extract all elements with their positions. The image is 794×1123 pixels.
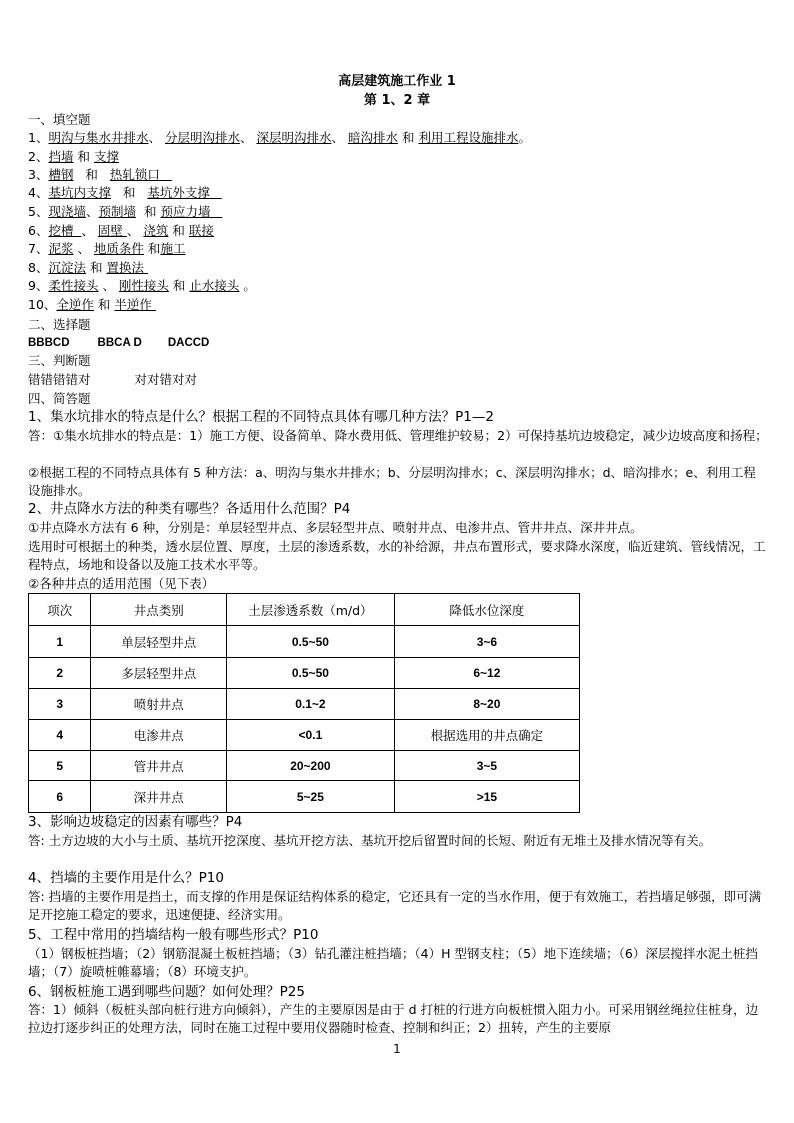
table-cell: 5~25	[227, 781, 395, 813]
answer-2b: 选用时可根据土的种类，透水层位置、厚度，土层的渗透系数，水的补给源，井点布置形式，要求降水深度，临近建筑、管线情况，工程特点，场地和设备以及施工技术水平等。	[28, 539, 766, 572]
table-row	[29, 626, 580, 658]
section-choice-heading: 二、选择题	[28, 317, 91, 332]
table-cell: 电渗井点	[91, 720, 227, 751]
item-number: 2、	[28, 149, 49, 164]
question-5: 5、工程中常用的挡墙结构一般有哪些形式？P10	[28, 927, 319, 943]
table-header: 井点类别	[91, 594, 227, 626]
choice-group: BBBCD	[28, 337, 70, 349]
table-row	[29, 781, 580, 813]
question-4: 4、挡墙的主要作用是什么？P10	[28, 870, 224, 886]
answer-1b: ②根据工程的不同特点具体有 5 种方法：a、明沟与集水井排水；b、分层明沟排水；c、深层明沟排水；d、暗沟排水；e、利用工程设施排水。	[28, 465, 756, 498]
judge-group: 错错错错对	[28, 372, 91, 387]
choice-group: DACCD	[167, 337, 210, 349]
table-cell: 5	[29, 751, 91, 781]
answer: 止水接头	[189, 278, 240, 293]
question-1: 1、集水坑排水的特点是什么？根据工程的不同特点具体有哪几种方法？P1—2	[28, 409, 494, 425]
answer-2c: ②各种井点的适用范围（见下表）	[28, 576, 215, 591]
fill-item-5: 5、现浇墙、预制墙 和 预应力墙	[28, 204, 211, 219]
connector: 和	[97, 297, 111, 312]
choice-group: BBCA D	[97, 337, 142, 349]
answer: 暗沟排水	[347, 130, 398, 145]
table-row	[29, 689, 580, 720]
connector: 和	[89, 260, 103, 275]
answer: 深层明沟排水	[256, 130, 332, 145]
connector: 和	[85, 167, 98, 182]
connector: 和	[77, 149, 90, 164]
connector: 和	[172, 278, 186, 293]
answer: 明沟与集水井排水	[48, 130, 149, 145]
answer: 沉淀法	[48, 260, 86, 275]
fill-item-6: 6、挖槽 、 固壁 、 浇筑 和 联接	[28, 223, 214, 238]
answer: 挡墙	[48, 149, 74, 164]
table-row	[29, 658, 580, 689]
answer: 基坑外支撑	[147, 185, 210, 200]
table-row	[29, 720, 580, 751]
table-cell: 喷射井点	[91, 689, 227, 720]
answer: 施工	[160, 241, 186, 256]
fill-item-7: 7、泥浆 、 地质条件 和施工	[28, 241, 186, 256]
table-cell: 8~20	[394, 689, 579, 720]
answer: 泥浆	[48, 241, 74, 256]
table-header: 降低水位深度	[394, 594, 579, 626]
answer: 刚性接头	[118, 278, 169, 293]
table-cell: 3~6	[394, 626, 579, 658]
answer: 柔性接头	[48, 278, 99, 293]
judge-group: 对对错对对	[134, 372, 198, 387]
answer: 槽钢	[48, 167, 74, 182]
table-cell: >15	[394, 781, 579, 813]
answer: 分层明沟排水	[164, 130, 240, 145]
question-2: 2、井点降水方法的种类有哪些？各适用什么范围？P4	[28, 501, 351, 517]
table-cell: 深井井点	[91, 781, 227, 813]
table-cell: 管井井点	[91, 751, 227, 781]
section-fill-heading: 一、填空题	[28, 112, 91, 127]
answer: 半逆作	[114, 297, 152, 312]
page-number: 1	[393, 1042, 401, 1056]
well-point-table	[28, 593, 580, 813]
answer: 现浇墙	[48, 204, 86, 219]
connector: 和	[401, 130, 415, 145]
table-header-row	[29, 594, 580, 626]
answer-5: （1）钢板桩挡墙；（2）钢筋混凝土板桩挡墙；（3）钻孔灌注桩挡墙；（4）H 型钢支柱；（5）地下连续墙；（6）深层搅拌水泥土桩挡墙；（7）旋喷桩帷幕墙；（8）环境支护。	[28, 946, 758, 979]
fill-item-2	[28, 148, 768, 166]
table-cell: 20~200	[227, 751, 395, 781]
table-cell: 4	[29, 720, 91, 751]
table-cell: 3	[29, 689, 91, 720]
fill-item-10	[28, 296, 768, 314]
section-judge-heading: 三、判断题	[28, 353, 91, 368]
answer: 支撑	[93, 149, 119, 164]
table-cell: 0.5~50	[227, 626, 395, 658]
table-cell: 6~12	[394, 658, 579, 689]
answer-2: ①井点降水方法有 6 种，分别是：单层轻型井点、多层轻型井点、喷射井点、电渗井点、管井井点、深井井点。	[28, 520, 643, 535]
answer: 预制墙	[98, 204, 136, 219]
answer: 基坑内支撑	[48, 185, 111, 200]
answer: 预应力墙	[160, 204, 211, 219]
answer-3: 答: 土方边坡的大小与土质、基坑开挖深度、基坑开挖方法、基坑开挖后留置时间的长短、附近有无堆土及排水情况等有关。	[28, 833, 712, 848]
fill-item-1: 1、明沟与集水井排水、 分层明沟排水、 深层明沟排水、 暗沟排水 和 利用工程设施排水。	[28, 130, 531, 145]
table-header: 土层渗透系数（m/d）	[227, 594, 395, 626]
table-cell: 1	[29, 626, 91, 658]
judge-answers	[28, 371, 768, 389]
answer: 置换法	[106, 260, 144, 275]
answer: 热轧锁口	[109, 167, 160, 182]
section-short-answer-heading: 四、简答题	[28, 391, 91, 406]
table-cell: 0.1~2	[227, 689, 395, 720]
item-number: 10、	[28, 297, 57, 312]
answer-4: 答: 挡墙的主要作用是挡土，而支撑的作用是保证结构体系的稳定，它还具有一定的当水作用，便于有效施工，若挡墙足够强，即可满足开挖施工稳定的要求，迅速便捷、经济实用。	[28, 889, 762, 922]
fill-item-4	[28, 184, 768, 202]
table-cell: 单层轻型井点	[91, 626, 227, 658]
item-number: 4、	[28, 185, 49, 200]
question-3: 3、影响边坡稳定的因素有哪些？P4	[28, 814, 243, 830]
item-number: 3、	[28, 167, 49, 182]
answer: 挖槽	[48, 223, 74, 238]
table-cell: 6	[29, 781, 91, 813]
question-6: 6、钢板桩施工遇到哪些问题？如何处理？P25	[28, 984, 305, 1000]
answer: 固壁	[97, 223, 123, 238]
item-number: 1、	[28, 130, 49, 145]
table-header: 项次	[29, 594, 91, 626]
table-cell: <0.1	[227, 720, 395, 751]
answer: 地质条件	[93, 241, 144, 256]
fill-item-3	[28, 166, 768, 184]
table-cell: 2	[29, 658, 91, 689]
answer: 浇筑	[143, 223, 169, 238]
table-cell: 多层轻型井点	[91, 658, 227, 689]
answer-1: 答：①集水坑排水的特点是：1）施工方便、设备简单、降水费用低、管理维护较易；2）可保持基坑边坡稳定，减少边坡高度和扬程；	[28, 428, 768, 443]
answer-6: 答：1）倾斜（板桩头部向桩行进方向倾斜），产生的主要原因是由于 d 打桩的行进方向板桩惯入阻力小。可采用钢丝绳拉住桩身，边拉边打逐步纠正的处理方法，同时在施工过程中要用仪器随时检查、控制和纠正；2）扭转，产生的主要原	[28, 1002, 759, 1035]
item-number: 6、	[28, 223, 49, 238]
document-subtitle: 第 1、2 章	[363, 93, 431, 108]
fill-item-8	[28, 259, 768, 277]
table-cell: 0.5~50	[227, 658, 395, 689]
table-row	[29, 751, 580, 781]
connector: 和	[172, 223, 185, 238]
connector: 和	[122, 185, 136, 200]
fill-item-9: 9、柔性接头 、 刚性接头 和 止水接头 。	[28, 278, 256, 293]
answer: 联接	[188, 223, 214, 238]
choice-answers	[28, 334, 768, 352]
item-number: 5、	[28, 204, 49, 219]
document-title: 高层建筑施工作业 1	[338, 74, 456, 89]
item-number: 9、	[28, 278, 49, 293]
table-cell: 根据选用的井点确定	[394, 720, 579, 751]
table-cell: 3~5	[394, 751, 579, 781]
answer: 利用工程设施排水	[418, 130, 519, 145]
answer: 全逆作	[56, 297, 94, 312]
connector: 和	[147, 241, 161, 256]
item-number: 8、	[28, 260, 49, 275]
connector: 和	[143, 204, 157, 219]
item-number: 7、	[28, 241, 49, 256]
